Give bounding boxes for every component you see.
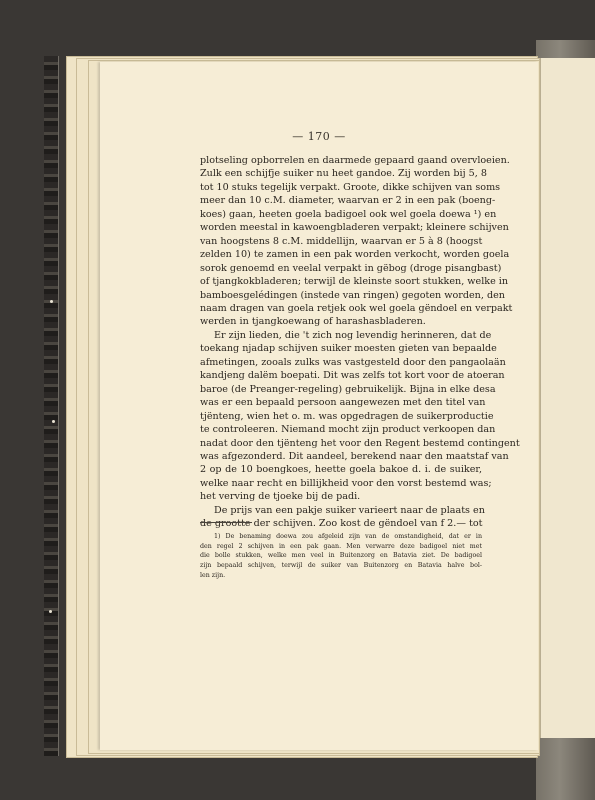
- text-line: sorok genoemd en veelal verpakt in gëbog (droge pisangbast): [200, 262, 502, 274]
- footnote-line: die bolle stukken, welke men veel in Buitenzorg en Batavia ziet. De badigoel: [200, 552, 482, 560]
- book-cover-edge: [44, 56, 59, 756]
- footnote-line: den regel 2 schijven in een pak gaan. Men verwarre deze badigoel niet met: [200, 542, 482, 550]
- text-line: tjënteng, wien het o. m. was opgedragen de suikerproductie: [200, 410, 494, 422]
- book-page: [100, 62, 538, 750]
- text-line: De prijs van een pakje suiker varieert naar de plaats en: [214, 504, 485, 516]
- text-line: naam dragen van goela retjek ook wel goela gëndoel en verpakt: [200, 302, 513, 314]
- text-line: koes) gaan, heeten goela badigoel ook wel goela doewa ¹) en: [200, 208, 497, 220]
- facing-page-edge: [540, 58, 595, 738]
- paragraph-1: [200, 154, 513, 329]
- paragraph-3: [200, 504, 485, 531]
- text-line: worden meestal in kawoengbladeren verpakt; kleinere schijven: [200, 222, 509, 234]
- text-line: was er een bepaald persoon aangewezen met den titel van: [200, 397, 486, 409]
- text-line: bamboesgelédingen (instede van ringen) gegoten worden, den: [200, 289, 505, 301]
- text-line: of tjangkokbladeren; terwijl de kleinste soort stukken, welke in: [200, 276, 509, 288]
- text-line: Er zijn lieden, die 't zich nog levendig herinneren, dat de: [214, 329, 492, 341]
- text-line: was afgezonderd. Dit aandeel, berekend naar den maatstaf van: [200, 450, 509, 462]
- text-line: Zulk een schijfje suiker nu heet gandoe. Zij worden bij 5, 8: [200, 168, 487, 180]
- paper-speck: [52, 420, 55, 423]
- text-line: meer dan 10 c.M. diameter, waarvan er 2 in een pak (boeng-: [200, 195, 496, 207]
- text-line: plotseling opborrelen en daarmede gepaard gaand overvloeien.: [200, 155, 510, 166]
- text-line: werden in tjangkoewang of harashasbladeren.: [200, 316, 426, 328]
- text-line: het verving de tjoeke bij de padi.: [200, 491, 361, 503]
- paper-speck: [50, 300, 53, 303]
- text-line: nadat door den tjënteng het voor den Regent bestemd contingent: [200, 437, 520, 449]
- footnote: [200, 532, 482, 581]
- text-line: afmetingen, zooals zulks was vastgesteld door den pangaolaän: [200, 356, 506, 368]
- text-line: zelden 10) te zamen in een pak worden verkocht, worden goela: [200, 249, 510, 261]
- text-line: tot 10 stuks tegelijk verpakt. Groote, dikke schijven van soms: [200, 181, 501, 193]
- footnote-line: zijn bepaald schijven, terwijl de suiker van Buitenzorg en Batavia halve bol-: [200, 562, 482, 570]
- footnote-line: len zijn.: [200, 571, 226, 579]
- text-line: van hoogstens 8 c.M. middellijn, waarvan er 5 à 8 (hoogst: [200, 235, 483, 247]
- paper-speck: [49, 610, 52, 613]
- text-line: de grootte der schijven. Zoo kost de gëndoel van f 2.— tot: [200, 518, 483, 530]
- footnote-separator: [200, 522, 252, 523]
- text-line: welke naar recht en billijkheid voor den vorst bestemd was;: [200, 477, 492, 489]
- text-line: kandjeng dalëm boepati. Dit was zelfs tot kort voor de atoeran: [200, 370, 505, 382]
- page-number: — 170 —: [292, 130, 346, 143]
- text-line: te controleeren. Niemand mocht zijn product verkoopen dan: [200, 424, 496, 436]
- body-text: [200, 154, 520, 531]
- paragraph-2: [200, 329, 520, 504]
- footnote-line: 1) De benaming doewa zou afgeleid zijn van de omstandigheid, dat er in: [214, 533, 482, 540]
- text-line: baroe (de Preanger-regeling) gebruikelijk. Bijna in elke desa: [200, 383, 496, 395]
- text-line: 2 op de 10 boengkoes, heette goela bakoe d. i. de suiker,: [200, 464, 482, 476]
- text-line: toekang njadap schijven suiker moesten gieten van bepaalde: [200, 343, 497, 355]
